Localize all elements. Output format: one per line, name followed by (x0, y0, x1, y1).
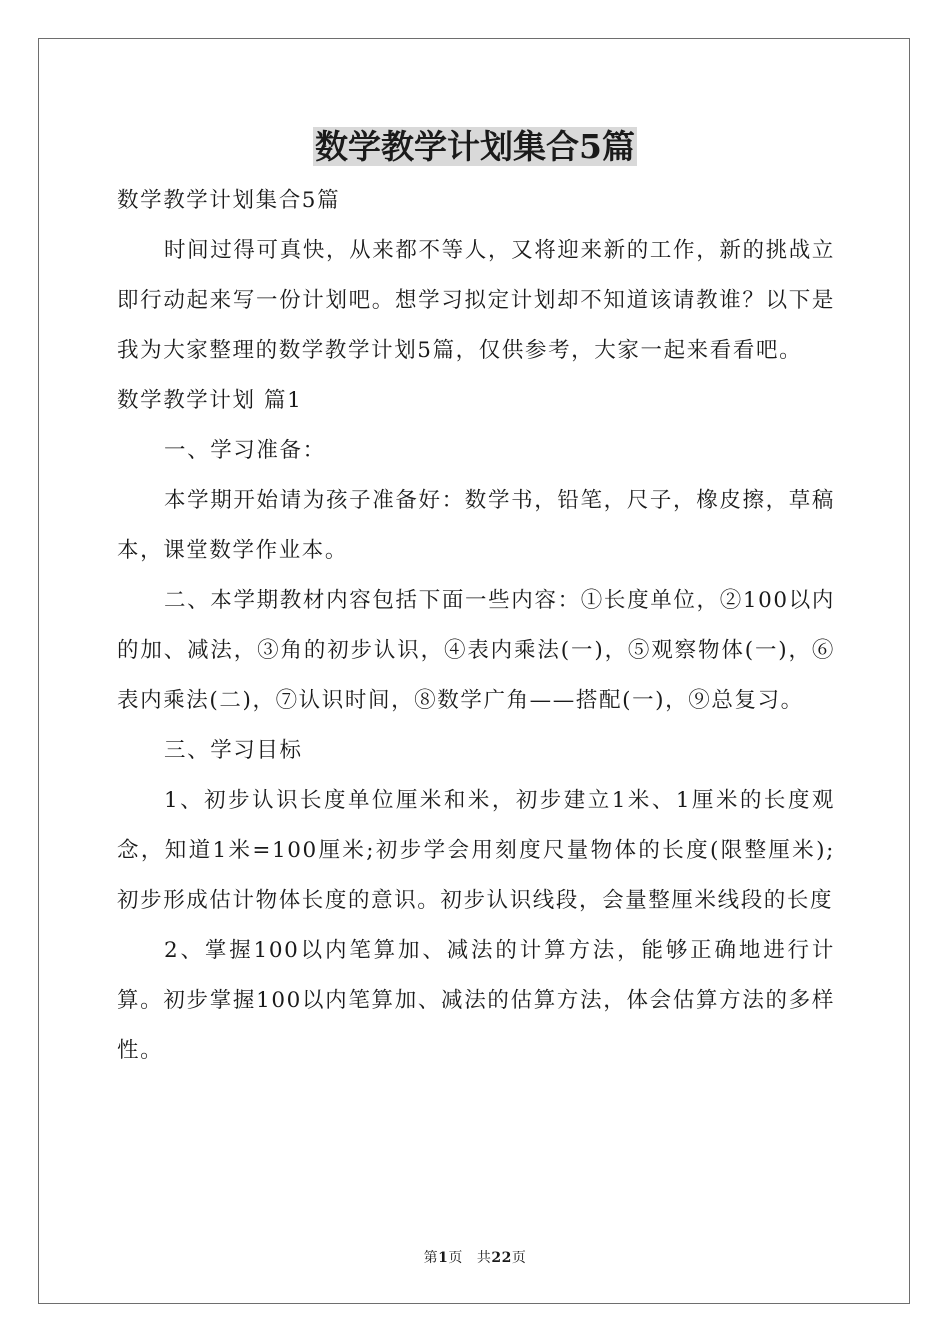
document-subtitle: 数学教学计划集合5篇 (117, 188, 341, 213)
page-current: 1 (438, 1250, 449, 1266)
paragraph: 本学期开始请为孩子准备好：数学书，铅笔，尺子，橡皮擦，草稿本，课堂数学作业本。 (117, 488, 835, 563)
document-title-text: 数学教学计划集合5篇 (315, 127, 635, 166)
page-footer (0, 1247, 950, 1267)
paragraph: 二、本学期教材内容包括下面一些内容：①长度单位，②100以内的加、减法，③角的初步认识，④表内乘法(一)，⑤观察物体(一)，⑥表内乘法(二)，⑦认识时间，⑧数学广角——搭配(一)，⑨总复习。 (117, 588, 835, 713)
document-title (0, 124, 950, 170)
section-heading: 数学教学计划 篇1 (117, 388, 303, 413)
page-total: 22 (491, 1250, 512, 1266)
total-prefix: 共 (476, 1250, 492, 1266)
page-suffix: 页 (448, 1250, 463, 1266)
paragraph: 三、学习目标 (164, 738, 303, 763)
document-body (117, 176, 835, 1076)
page-prefix: 第 (423, 1250, 439, 1266)
paragraph: 1、初步认识长度单位厘米和米，初步建立1米、1厘米的长度观念，知道1米=100厘米;初步学会用刻度尺量物体的长度(限整厘米);初步形成估计物体长度的意识。初步认识线段，会量整厘米线段的长度 (117, 788, 835, 913)
paragraph: 一、学习准备： (164, 438, 326, 463)
intro-paragraph: 时间过得可真快，从来都不等人，又将迎来新的工作，新的挑战立即行动起来写一份计划吧。想学习拟定计划却不知道该请教谁？以下是我为大家整理的数学教学计划5篇，仅供参考，大家一起来看看吧。 (117, 238, 835, 363)
total-suffix: 页 (511, 1250, 527, 1266)
paragraph: 2、掌握100以内笔算加、减法的计算方法，能够正确地进行计算。初步掌握100以内笔算加、减法的估算方法，体会估算方法的多样性。 (117, 938, 835, 1063)
